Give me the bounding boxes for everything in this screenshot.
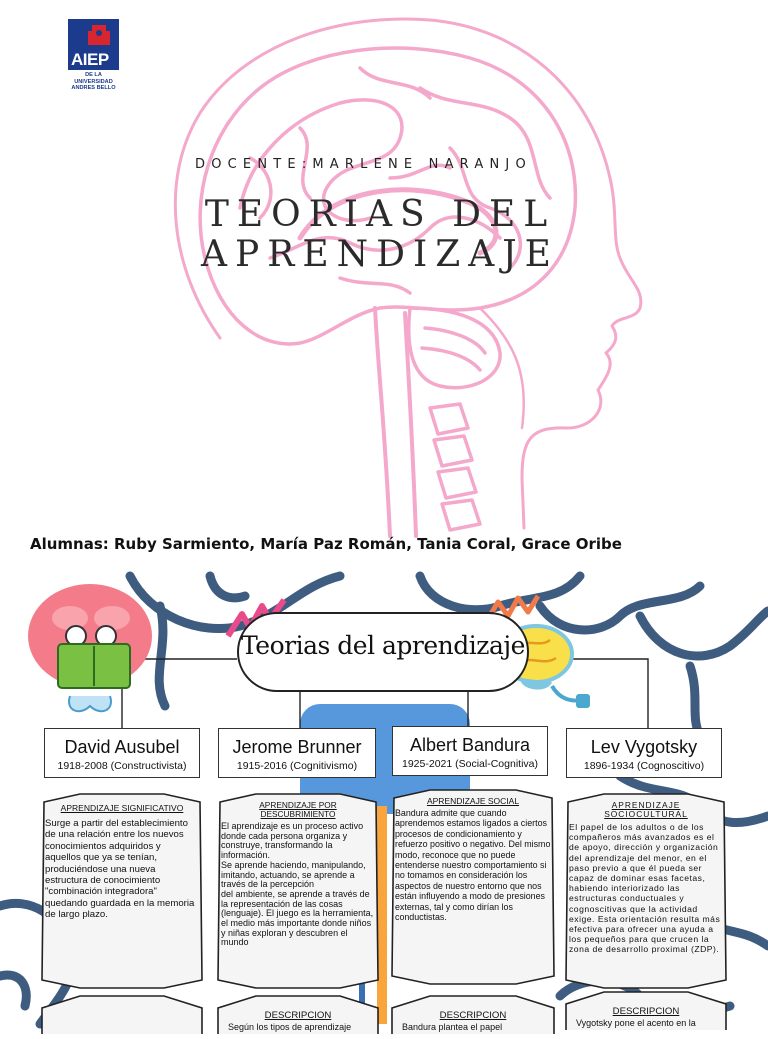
theory-card-brunner: [216, 794, 380, 988]
theorist-name-box-bandura: [392, 726, 548, 776]
theorist-years: 1918-2008 (Constructivista): [57, 760, 187, 772]
logo-subtitle: DE LA UNIVERSIDAD ANDRES BELLO: [71, 72, 116, 91]
theory-title: APRENDIZAJE SOCIOCULTURAL: [604, 800, 688, 820]
description-card-ausubel: [40, 994, 204, 1034]
description-card-brunner: [216, 994, 380, 1034]
theory-title: APRENDIZAJE SOCIAL: [426, 796, 520, 806]
theorist-name: Jerome Brunner: [232, 737, 362, 757]
logo-tower-icon: [68, 19, 119, 49]
theorist-name-box-brunner: [218, 728, 376, 778]
card-shape: [40, 994, 204, 1034]
cover-title: [150, 195, 610, 275]
theorist-years: 1925-2021 (Social-Cognitiva): [402, 758, 538, 770]
theory-card-bandura: [390, 790, 556, 984]
mind-map-title: Teorias del aprendizaje: [241, 631, 525, 660]
theory-text: El papel de los adultos o de los compañeros más avanzados es el de apoyo, dirección y organización del aprendizaje del menor, en el paso previo a que él pueda ser capaz de dominar esas facetas, habiendo interiorizado las estructuras conductuales y cognoscitivas que la actividad exige. Esta orientación resulta más efectiva para ofrecer una ayuda a los pequeños para que crucen la zona de desarrollo proximal (ZDP).: [569, 822, 721, 955]
students-list: Alumnas: Ruby Sarmiento, María Paz Román, Tania Coral, Grace Oribe: [30, 535, 622, 553]
description-title: DESCRIPCION: [612, 1006, 680, 1017]
teacher-name: DOCENTE:MARLENE NARANJO: [195, 157, 532, 172]
description-card-bandura: [390, 994, 556, 1034]
theory-card-vygotsky: [564, 794, 728, 988]
description-title: DESCRIPCION: [264, 1010, 332, 1021]
cover-title-line-1: TEORIAS DEL: [204, 194, 556, 235]
theorist-name-box-ausubel: [44, 728, 200, 778]
theory-text: El aprendizaje es un proceso activo donde cada persona organiza y construye, transformando la información. Se aprende haciendo, manipulando, imitando, actuando, se aprende a través de la percepción del ambiente, se aprende a través de la representación de las cosas (lenguaje). El juego es la herramienta, el medio más importante donde niños y niñas exploran y descubren el mundo: [221, 821, 374, 948]
theorist-name: Lev Vygotsky: [590, 737, 698, 757]
theory-title: APRENDIZAJE POR DESCUBRIMIENTO: [259, 800, 337, 819]
theorist-name: David Ausubel: [64, 737, 180, 757]
description-title: DESCRIPCION: [439, 1010, 507, 1021]
theory-text: Surge a partir del establecimiento de una relación entre los nuevos conocimientos adquiridos y aquellos que ya se tenían, produciéndose una nueva estructura de conocimiento "combinación integradora" quedando guardada en la memoria de largo plazo.: [45, 818, 195, 921]
description-text: Bandura plantea el papel: [402, 1022, 503, 1032]
theorist-name: Albert Bandura: [409, 735, 531, 755]
theory-text: Bandura admite que cuando aprendemos estamos ligados a ciertos procesos de condicionamiento y refuerzo positivo o negativo. Del mismo modo, reconoce que no puede entenderse nuestro comportamiento si no tomamos en consideración los aspectos de nuestro entorno que nos están influyendo a modo de presiones externas, tal y como dirían los conductistas.: [395, 808, 551, 923]
aiep-logo: [68, 19, 119, 91]
theorist-years: 1915-2016 (Cognitivismo): [236, 760, 358, 772]
description-card-vygotsky: [564, 990, 728, 1030]
theory-title: APRENDIZAJE SIGNIFICATIVO: [60, 803, 184, 813]
theory-card-ausubel: [40, 794, 204, 988]
mind-map-section: [0, 576, 768, 1032]
theorist-name-box-vygotsky: [566, 728, 722, 778]
theorist-years: 1896-1934 (Cognoscitivo): [583, 760, 705, 772]
logo-text: AIEP: [71, 50, 109, 69]
description-text: Según los tipos de aprendizaje: [228, 1022, 352, 1032]
cover-title-line-2: APRENDIZAJE: [201, 234, 559, 275]
reading-brain-mascot-icon: [28, 584, 152, 711]
description-text: Vygotsky pone el acento en la: [576, 1018, 696, 1028]
logo-mark: [68, 19, 119, 70]
